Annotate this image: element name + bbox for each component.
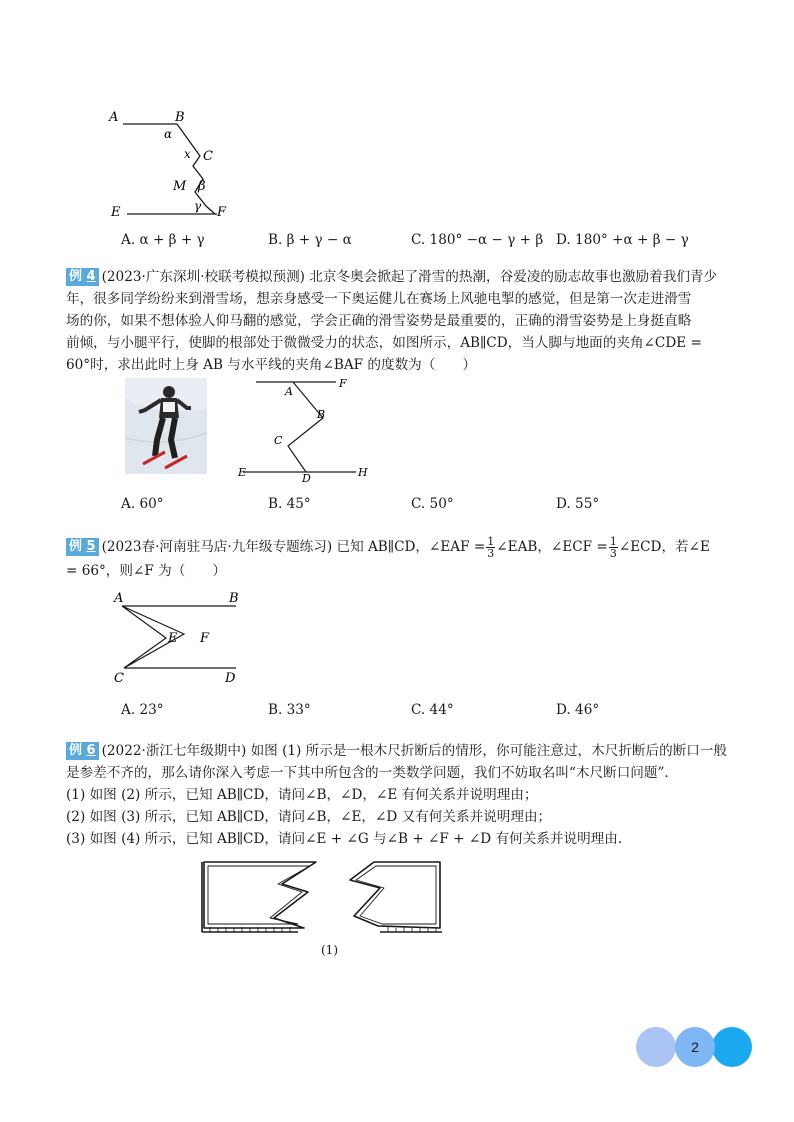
ex4-label-a: A (285, 385, 293, 398)
ex4-line-2: 年，很多同学纷纷来到滑雪场，想亲身感受一下奥运健儿在赛场上风驰电掣的感觉，但是第一次走进滑雪 (66, 291, 692, 307)
skier-photo (125, 378, 207, 474)
ex4-label-e: E (238, 466, 247, 479)
ex6-tag: 例 6 (66, 742, 99, 760)
page-number-badge (675, 1027, 715, 1067)
ex5-option-b[interactable]: B. 33° (268, 702, 311, 718)
ex5-label-c: C (114, 671, 124, 686)
ex4-line-4: 前倾，与小腿平行，使脚的根部处于微微受力的状态，如图所示，AB∥CD，当人脚与地面的夹角∠CDE = (66, 335, 702, 351)
ex5-label-f: F (200, 631, 210, 646)
ex5-label-b: B (229, 591, 239, 606)
ex6-line-3: (1) 如图 (2) 所示，已知 AB∥CD，请问∠B，∠D，∠E 有何关系并说明理由； (66, 787, 538, 803)
ex5-fraction-2: $\frac{1}{3}$ (609, 535, 617, 560)
q3-label-alpha: α (164, 127, 173, 141)
q3-label-gamma: γ (194, 199, 202, 213)
ex6-figure-caption: (1) (321, 943, 338, 957)
ex4-line-1: 例 4 (2023·广东深圳·校联考模拟预测) 北京冬奥会掀起了滑雪的热潮，谷爱凌的励志故事也激励着我们青少 (66, 266, 736, 288)
ex4-line-5: 60°时，求出此时上身 AB 与水平线的夹角∠BAF 的度数为（ ） (66, 357, 477, 373)
q3-option-b[interactable]: B. β + γ − α (268, 232, 352, 248)
q3-label-m: M (173, 179, 187, 194)
q3-figure (105, 106, 245, 222)
q3-option-a[interactable]: A. α + β + γ (121, 232, 205, 248)
ex5-line-2: = 66°，则∠F 为（ ） (66, 563, 227, 579)
ex5-label-a: A (114, 591, 124, 606)
broken-ruler-figure (198, 856, 446, 942)
ex6-line-2: 是参差不齐的，那么请你深入考虑一下其中所包含的一类数学问题，我们不妨取名叫“木尺断口问题”. (66, 765, 669, 781)
ex4-option-a[interactable]: A. 60° (121, 496, 164, 512)
ex4-tag: 例 4 (66, 268, 99, 286)
q3-label-f: F (217, 205, 227, 220)
q3-option-c[interactable]: C. 180° −α − γ + β (411, 232, 544, 248)
ex6-line-1: 例 6 (2022·浙江七年级期中) 如图 (1) 所示是一根木尺折断后的情形，你可能注意过，木尺折断后的断口一般 (66, 740, 736, 762)
ex4-label-b: B (317, 408, 326, 421)
ex5-option-a[interactable]: A. 23° (121, 702, 164, 718)
ex4-label-c: C (274, 434, 283, 447)
q3-option-d[interactable]: D. 180° +α + β − γ (556, 232, 689, 248)
page-badge-left (636, 1027, 676, 1067)
q3-label-b: B (175, 110, 185, 125)
ex4-figure (236, 376, 376, 482)
q3-label-a: A (109, 110, 119, 125)
ex5-option-c[interactable]: C. 44° (411, 702, 454, 718)
ex4-option-b[interactable]: B. 45° (268, 496, 311, 512)
ex5-figure-f-link (170, 620, 190, 640)
ex4-label-h: H (358, 466, 368, 479)
ex4-label-f: F (339, 377, 347, 390)
q3-label-beta: β (198, 179, 206, 194)
q3-label-x: x (184, 147, 191, 161)
ex5-option-d[interactable]: D. 46° (556, 702, 600, 718)
ex4-label-d: D (302, 472, 311, 482)
ex5-fraction-1: $\frac{1}{3}$ (487, 535, 495, 560)
ex5-label-d: D (225, 671, 236, 686)
q3-label-e: E (111, 205, 121, 220)
ex4-option-d[interactable]: D. 55° (556, 496, 600, 512)
ex5-label-e: E (168, 631, 178, 646)
ex6-line-5: (3) 如图 (4) 所示，已知 AB∥CD，请问∠E + ∠G 与∠B + ∠F + ∠D 有何关系并说明理由. (66, 831, 623, 847)
ex6-line-4: (2) 如图 (3) 所示，已知 AB∥CD，请问∠B，∠E，∠D 又有何关系并说明理由； (66, 809, 552, 825)
q3-label-c: C (203, 149, 213, 164)
ex5-tag: 例 5 (66, 538, 99, 556)
ex4-option-c[interactable]: C. 50° (411, 496, 454, 512)
ex4-line-3: 场的你，如果不想体验人仰马翻的感觉，学会正确的滑雪姿势是最重要的，正确的滑雪姿势是上身挺直略 (66, 313, 692, 329)
page-badge-right (712, 1027, 752, 1067)
ex5-line-1: 例 5 (2023春·河南驻马店·九年级专题练习) 已知 AB∥CD，∠EAF = $\frac{1}{3}$ ∠EAB，∠ECF = $\frac{1}{3}$ ∠ECD，若∠E (66, 534, 736, 560)
page-number: 2 (691, 1039, 699, 1055)
